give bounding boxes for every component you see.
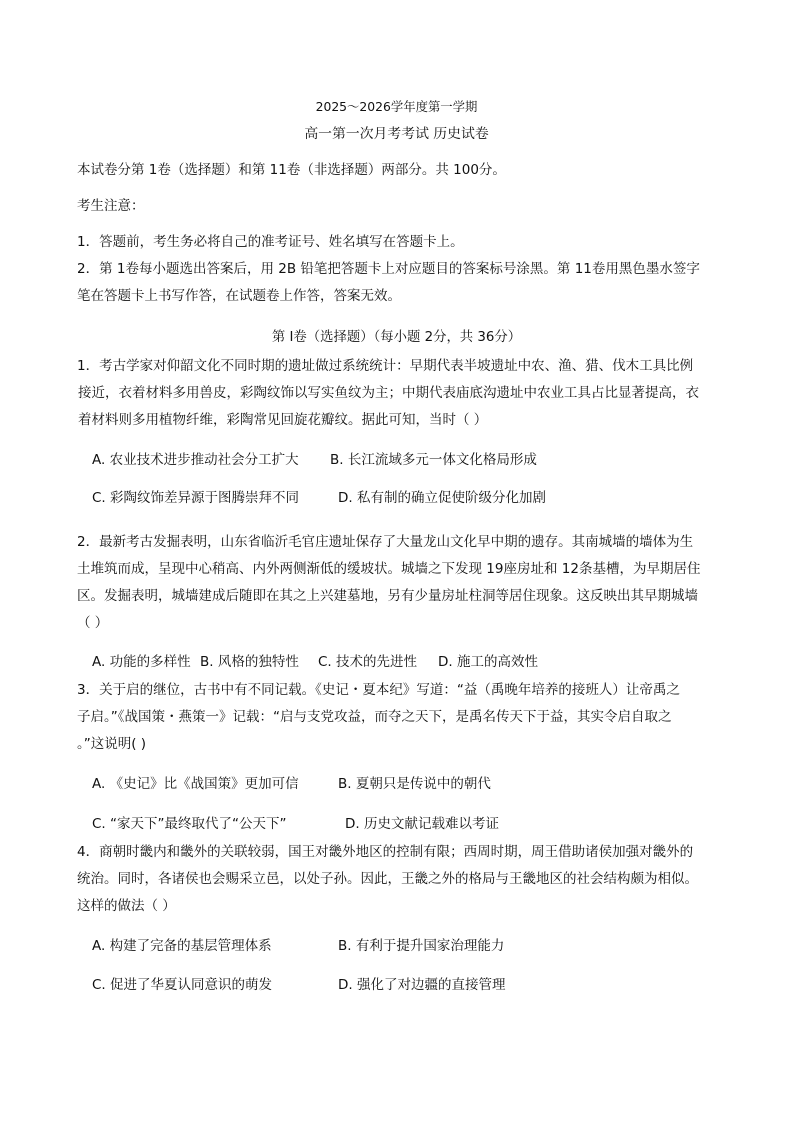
question-text-line: 1．考古学家对仰韶文化不同时期的遗址做过系统统计：早期代表半坡遗址中农、渔、猎、伐木工具比例 xyxy=(77,358,694,374)
notice-item-2-line-1: 2．第 1卷每小题选出答案后，用 2B 铅笔把答题卡上对应题目的答案标号涂黑。第 11卷用黑色墨水签字 xyxy=(77,261,700,277)
school-year-line: 2025～2026学年度第一学期 xyxy=(315,100,478,114)
option-b: B. 有利于提升国家治理能力 xyxy=(338,938,505,954)
option-c: C. 彩陶纹饰差异源于图腾崇拜不同 xyxy=(92,490,300,506)
option-d: D. 历史文献记载难以考证 xyxy=(345,816,499,832)
question-text-line: 4．商朝时畿内和畿外的关联较弱，国王对畿外地区的控制有限；西周时期，周王借助诸侯加强对畿外的 xyxy=(77,844,694,860)
option-c: C. 技术的先进性 xyxy=(318,654,418,670)
exam-title: 高一第一次月考考试 历史试卷 xyxy=(304,126,489,142)
question-text-line: 。”这说明( ) xyxy=(77,736,147,752)
notice-item-1: 1．答题前，考生务必将自己的准考证号、姓名填写在答题卡上。 xyxy=(77,234,464,250)
option-b: B. 风格的独特性 xyxy=(200,654,299,670)
option-b: B. 长江流域多元一体文化格局形成 xyxy=(330,452,537,468)
question-text-line: 接近，衣着材料多用兽皮，彩陶纹饰以写实鱼纹为主；中期代表庙底沟遗址中农业工具占比显著提高，衣 xyxy=(78,385,699,401)
option-a: A. 《史记》比《战国策》更加可信 xyxy=(92,776,299,792)
question-text-line: （ ） xyxy=(77,615,109,631)
option-c: C. “家天下”最终取代了“公天下” xyxy=(92,816,287,832)
paper-composition: 本试卷分第 1卷（选择题）和第 11卷（非选择题）两部分。共 100分。 xyxy=(77,162,506,178)
option-d: D. 施工的高效性 xyxy=(438,654,538,670)
question-text-line: 区。发掘表明，城墙建成后随即在其之上兴建墓地，另有少量房址柱洞等居住现象。这反映出其早期城墙 xyxy=(77,588,698,604)
notice-item-2-line-2: 笔在答题卡上书写作答，在试题卷上作答，答案无效。 xyxy=(77,288,401,304)
option-c: C. 促进了华夏认同意识的萌发 xyxy=(92,977,273,993)
question-text-line: 3．关于启的继位，古书中有不同记载。《史记・夏本纪》写道：“益（禹晚年培养的接班人）让帝禹之 xyxy=(77,682,680,698)
option-d: D. 私有制的确立促使阶级分化加剧 xyxy=(338,490,546,506)
notice-title: 考生注意： xyxy=(77,198,145,214)
section-title: 第 I卷（选择题）（每小题 2分，共 36分） xyxy=(271,330,522,345)
question-text-line: 统治。同时，各诸侯也会赐采立邑，以处子孙。因此，王畿之外的格局与王畿地区的社会结构颇为相似。 xyxy=(77,871,698,887)
question-text-line: 2．最新考古发掘表明，山东省临沂毛官庄遗址保存了大量龙山文化早中期的遗存。其南城墙的墙体为生 xyxy=(77,534,694,550)
option-a: A. 功能的多样性 xyxy=(92,654,191,670)
option-a: A. 农业技术进步推动社会分工扩大 xyxy=(92,452,299,468)
question-text-line: 土堆筑而成，呈现中心稍高、内外两侧渐低的缓坡状。城墙之下发现 19座房址和 12条基槽，为早期居住 xyxy=(77,561,701,577)
option-b: B. 夏朝只是传说中的朝代 xyxy=(338,776,491,792)
question-text-line: 这样的做法（ ） xyxy=(77,898,176,914)
option-a: A. 构建了完备的基层管理体系 xyxy=(92,938,272,954)
question-text-line: 着材料则多用植物纤维，彩陶常见回旋花瓣纹。据此可知，当时（ ） xyxy=(78,412,488,428)
option-d: D. 强化了对边疆的直接管理 xyxy=(338,977,506,993)
question-text-line: 子启。”《战国策・燕策一》记载：“启与支党攻益，而夺之天下，是禹名传天下于益，其实令启自取之 xyxy=(77,709,672,725)
